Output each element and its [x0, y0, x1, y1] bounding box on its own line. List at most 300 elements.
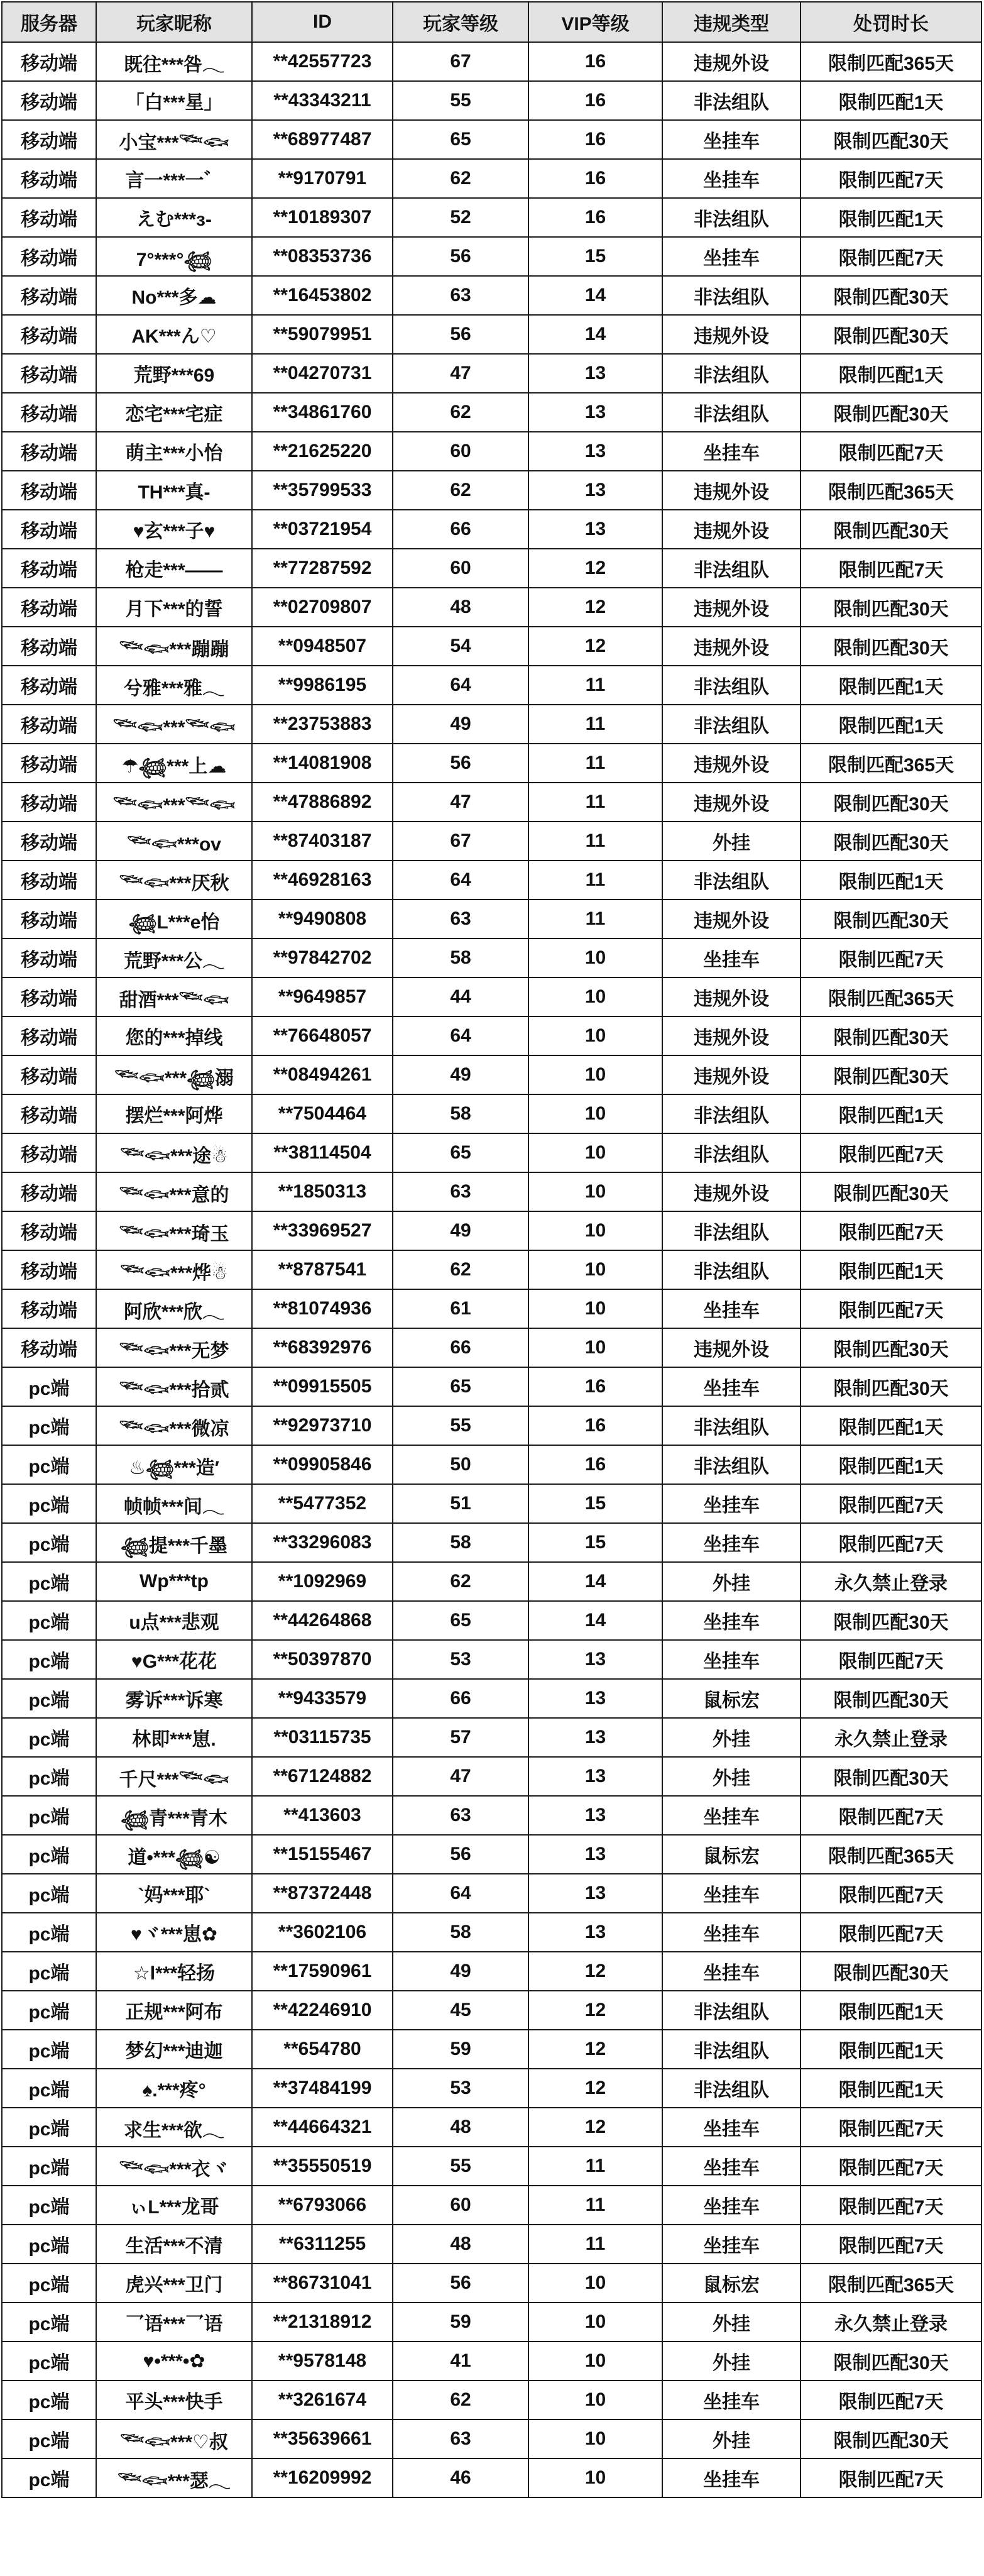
cell-violation-type: 违规外设	[662, 588, 801, 627]
table-row	[2, 2069, 981, 2108]
cell-penalty-duration: 永久禁止登录	[801, 1562, 981, 1601]
table-row	[2, 1250, 981, 1289]
cell-server: 移动端	[2, 1016, 96, 1055]
cell-id: **10189307	[252, 198, 393, 237]
cell-server: 移动端	[2, 237, 96, 276]
cell-penalty-duration: 限制匹配30天	[801, 510, 981, 549]
table-row	[2, 471, 981, 510]
table-row	[2, 1835, 981, 1874]
cell-server: 移动端	[2, 588, 96, 627]
cell-nickname: 雾诉***诉寒	[96, 1679, 252, 1718]
cell-violation-type: 违规外设	[662, 744, 801, 783]
cell-server: 移动端	[2, 1328, 96, 1367]
cell-server: pc端	[2, 1835, 96, 1874]
header-row	[2, 2, 981, 42]
table-row	[2, 354, 981, 393]
table-row	[2, 1601, 981, 1640]
cell-server: pc端	[2, 1874, 96, 1913]
cell-vip-level: 15	[528, 237, 662, 276]
cell-player-level: 63	[393, 900, 528, 938]
cell-server: pc端	[2, 1406, 96, 1445]
cell-id: **44664321	[252, 2108, 393, 2147]
cell-nickname: 𓆝𓆟***𓆝𓆟	[96, 705, 252, 744]
cell-vip-level: 13	[528, 1718, 662, 1757]
cell-server: pc端	[2, 2264, 96, 2303]
cell-server: 移动端	[2, 744, 96, 783]
cell-player-level: 62	[393, 393, 528, 432]
table-row	[2, 588, 981, 627]
cell-violation-type: 非法组队	[662, 2030, 801, 2069]
cell-player-level: 65	[393, 1601, 528, 1640]
cell-id: **21625220	[252, 432, 393, 471]
cell-server: pc端	[2, 2342, 96, 2381]
cell-vip-level: 15	[528, 1523, 662, 1562]
table-body	[2, 42, 981, 2497]
cell-penalty-duration: 限制匹配7天	[801, 159, 981, 198]
cell-vip-level: 11	[528, 2225, 662, 2264]
cell-penalty-duration: 限制匹配30天	[801, 900, 981, 938]
cell-server: pc端	[2, 2303, 96, 2342]
cell-id: **50397870	[252, 1640, 393, 1679]
cell-player-level: 54	[393, 627, 528, 666]
cell-violation-type: 坐挂车	[662, 432, 801, 471]
table-row	[2, 1991, 981, 2030]
cell-penalty-duration: 限制匹配1天	[801, 705, 981, 744]
cell-server: 移动端	[2, 471, 96, 510]
cell-nickname: 𓆝𓆟***途☃	[96, 1133, 252, 1172]
cell-server: 移动端	[2, 315, 96, 354]
cell-server: pc端	[2, 1484, 96, 1523]
cell-id: **3602106	[252, 1913, 393, 1952]
table-row	[2, 2030, 981, 2069]
cell-player-level: 64	[393, 1016, 528, 1055]
cell-id: **413603	[252, 1796, 393, 1835]
cell-penalty-duration: 限制匹配1天	[801, 1406, 981, 1445]
cell-violation-type: 非法组队	[662, 1133, 801, 1172]
cell-vip-level: 15	[528, 1484, 662, 1523]
cell-vip-level: 10	[528, 2264, 662, 2303]
cell-player-level: 58	[393, 1523, 528, 1562]
cell-penalty-duration: 限制匹配1天	[801, 861, 981, 900]
cell-penalty-duration: 限制匹配30天	[801, 1367, 981, 1406]
header-nickname: 玩家昵称	[96, 2, 252, 42]
cell-vip-level: 10	[528, 1133, 662, 1172]
cell-violation-type: 非法组队	[662, 1250, 801, 1289]
table-row	[2, 705, 981, 744]
header-id: ID	[252, 2, 393, 42]
cell-vip-level: 11	[528, 744, 662, 783]
table-row	[2, 276, 981, 315]
cell-penalty-duration: 限制匹配7天	[801, 938, 981, 977]
cell-id: **34861760	[252, 393, 393, 432]
cell-player-level: 65	[393, 120, 528, 159]
cell-vip-level: 13	[528, 393, 662, 432]
table-row	[2, 977, 981, 1016]
cell-violation-type: 外挂	[662, 2303, 801, 2342]
cell-player-level: 49	[393, 1055, 528, 1094]
cell-nickname: 𓆝𓆟***意的	[96, 1172, 252, 1211]
cell-server: 移动端	[2, 1055, 96, 1094]
cell-vip-level: 16	[528, 1367, 662, 1406]
header-player-level: 玩家等级	[393, 2, 528, 42]
cell-server: 移动端	[2, 977, 96, 1016]
cell-id: **87372448	[252, 1874, 393, 1913]
cell-player-level: 63	[393, 2419, 528, 2458]
cell-vip-level: 13	[528, 471, 662, 510]
cell-id: **44264868	[252, 1601, 393, 1640]
cell-nickname: 摆烂***阿烨	[96, 1094, 252, 1133]
cell-vip-level: 10	[528, 2419, 662, 2458]
cell-violation-type: 坐挂车	[662, 1367, 801, 1406]
cell-violation-type: 外挂	[662, 1718, 801, 1757]
cell-id: **15155467	[252, 1835, 393, 1874]
cell-violation-type: 非法组队	[662, 666, 801, 705]
cell-server: 移动端	[2, 1094, 96, 1133]
cell-violation-type: 非法组队	[662, 393, 801, 432]
header-penalty-duration: 处罚时长	[801, 2, 981, 42]
cell-violation-type: 坐挂车	[662, 1484, 801, 1523]
cell-vip-level: 16	[528, 120, 662, 159]
cell-server: pc端	[2, 2458, 96, 2497]
cell-player-level: 62	[393, 2381, 528, 2419]
cell-nickname: 𓆝𓆟***微凉	[96, 1406, 252, 1445]
cell-penalty-duration: 限制匹配7天	[801, 1913, 981, 1952]
cell-vip-level: 12	[528, 549, 662, 588]
cell-nickname: 既往***咎𓂃	[96, 42, 252, 81]
table-row	[2, 822, 981, 861]
cell-penalty-duration: 限制匹配30天	[801, 315, 981, 354]
cell-vip-level: 14	[528, 276, 662, 315]
cell-penalty-duration: 限制匹配7天	[801, 549, 981, 588]
table-row	[2, 1328, 981, 1367]
cell-nickname: 枪走***——	[96, 549, 252, 588]
cell-id: **21318912	[252, 2303, 393, 2342]
cell-penalty-duration: 限制匹配30天	[801, 1055, 981, 1094]
cell-id: **03721954	[252, 510, 393, 549]
cell-nickname: 平头***快手	[96, 2381, 252, 2419]
cell-server: 移动端	[2, 120, 96, 159]
cell-player-level: 48	[393, 2108, 528, 2147]
cell-nickname: 「白***星」	[96, 81, 252, 120]
cell-id: **08494261	[252, 1055, 393, 1094]
cell-server: 移动端	[2, 1133, 96, 1172]
cell-vip-level: 11	[528, 2186, 662, 2225]
cell-nickname: 萌主***小怡	[96, 432, 252, 471]
table-row	[2, 2303, 981, 2342]
cell-player-level: 51	[393, 1484, 528, 1523]
cell-nickname: 𓆉青***青木	[96, 1796, 252, 1835]
cell-player-level: 62	[393, 1250, 528, 1289]
cell-penalty-duration: 限制匹配1天	[801, 1991, 981, 2030]
cell-vip-level: 10	[528, 2458, 662, 2497]
cell-vip-level: 13	[528, 1874, 662, 1913]
cell-violation-type: 非法组队	[662, 354, 801, 393]
cell-nickname: 帧帧***间𓂃	[96, 1484, 252, 1523]
cell-player-level: 56	[393, 315, 528, 354]
cell-violation-type: 外挂	[662, 1757, 801, 1796]
cell-violation-type: 坐挂车	[662, 2186, 801, 2225]
cell-nickname: 7°***°𓆉	[96, 237, 252, 276]
cell-violation-type: 外挂	[662, 2419, 801, 2458]
table-row	[2, 900, 981, 938]
cell-penalty-duration: 限制匹配30天	[801, 1172, 981, 1211]
cell-nickname: 求生***欲𓂃	[96, 2108, 252, 2147]
cell-player-level: 49	[393, 1952, 528, 1991]
cell-vip-level: 10	[528, 1094, 662, 1133]
cell-vip-level: 11	[528, 666, 662, 705]
cell-nickname: Wp***tp	[96, 1562, 252, 1601]
cell-nickname: 正规***阿布	[96, 1991, 252, 2030]
cell-nickname: ☆l***轻扬	[96, 1952, 252, 1991]
cell-player-level: 41	[393, 2342, 528, 2381]
cell-violation-type: 非法组队	[662, 705, 801, 744]
cell-penalty-duration: 限制匹配1天	[801, 1094, 981, 1133]
cell-player-level: 55	[393, 81, 528, 120]
cell-nickname: 千尺***𓆝𓆟	[96, 1757, 252, 1796]
table-row	[2, 237, 981, 276]
cell-server: 移动端	[2, 354, 96, 393]
cell-violation-type: 坐挂车	[662, 1796, 801, 1835]
cell-id: **35799533	[252, 471, 393, 510]
cell-id: **1850313	[252, 1172, 393, 1211]
cell-id: **46928163	[252, 861, 393, 900]
cell-nickname: 您的***掉线	[96, 1016, 252, 1055]
cell-server: pc端	[2, 2147, 96, 2186]
cell-player-level: 64	[393, 861, 528, 900]
cell-vip-level: 16	[528, 81, 662, 120]
cell-violation-type: 违规外设	[662, 627, 801, 666]
cell-penalty-duration: 永久禁止登录	[801, 1718, 981, 1757]
cell-penalty-duration: 限制匹配365天	[801, 2264, 981, 2303]
cell-nickname: TH***真-	[96, 471, 252, 510]
cell-id: **9649857	[252, 977, 393, 1016]
cell-player-level: 58	[393, 1094, 528, 1133]
cell-player-level: 53	[393, 1640, 528, 1679]
cell-violation-type: 鼠标宏	[662, 1835, 801, 1874]
cell-id: **87403187	[252, 822, 393, 861]
cell-player-level: 63	[393, 276, 528, 315]
cell-violation-type: 外挂	[662, 2342, 801, 2381]
table-row	[2, 1757, 981, 1796]
cell-penalty-duration: 限制匹配30天	[801, 276, 981, 315]
table-row	[2, 2381, 981, 2419]
cell-vip-level: 10	[528, 977, 662, 1016]
cell-player-level: 57	[393, 1718, 528, 1757]
cell-id: **92973710	[252, 1406, 393, 1445]
cell-vip-level: 13	[528, 1757, 662, 1796]
cell-id: **0948507	[252, 627, 393, 666]
cell-server: 移动端	[2, 1289, 96, 1328]
cell-vip-level: 13	[528, 510, 662, 549]
cell-nickname: 𓆝𓆟***𓆉溺	[96, 1055, 252, 1094]
cell-nickname: 𓆝𓆟***衣ヾ	[96, 2147, 252, 2186]
cell-server: 移动端	[2, 822, 96, 861]
cell-penalty-duration: 限制匹配1天	[801, 666, 981, 705]
cell-vip-level: 11	[528, 900, 662, 938]
cell-violation-type: 坐挂车	[662, 159, 801, 198]
cell-nickname: ♥玄***子♥	[96, 510, 252, 549]
cell-nickname: No***多☁	[96, 276, 252, 315]
cell-violation-type: 非法组队	[662, 2069, 801, 2108]
cell-penalty-duration: 限制匹配365天	[801, 42, 981, 81]
cell-penalty-duration: 限制匹配1天	[801, 2030, 981, 2069]
cell-player-level: 60	[393, 432, 528, 471]
cell-server: pc端	[2, 2419, 96, 2458]
cell-id: **23753883	[252, 705, 393, 744]
cell-server: pc端	[2, 2030, 96, 2069]
cell-player-level: 65	[393, 1133, 528, 1172]
cell-nickname: 𓆝𓆟***烨☃	[96, 1250, 252, 1289]
cell-id: **16209992	[252, 2458, 393, 2497]
cell-violation-type: 违规外设	[662, 783, 801, 822]
cell-vip-level: 13	[528, 1835, 662, 1874]
cell-penalty-duration: 限制匹配7天	[801, 1640, 981, 1679]
cell-penalty-duration: 限制匹配7天	[801, 2186, 981, 2225]
cell-violation-type: 非法组队	[662, 861, 801, 900]
cell-vip-level: 12	[528, 588, 662, 627]
cell-violation-type: 违规外设	[662, 471, 801, 510]
cell-nickname: 荒野***69	[96, 354, 252, 393]
cell-player-level: 66	[393, 510, 528, 549]
cell-vip-level: 10	[528, 1211, 662, 1250]
cell-violation-type: 坐挂车	[662, 120, 801, 159]
cell-violation-type: 违规外设	[662, 315, 801, 354]
table-row	[2, 2147, 981, 2186]
cell-id: **1092969	[252, 1562, 393, 1601]
table-row	[2, 1055, 981, 1094]
cell-id: **9986195	[252, 666, 393, 705]
penalty-table	[1, 1, 982, 2498]
cell-player-level: 48	[393, 588, 528, 627]
cell-nickname: ぃL***龙哥	[96, 2186, 252, 2225]
cell-server: 移动端	[2, 1172, 96, 1211]
cell-violation-type: 坐挂车	[662, 1952, 801, 1991]
cell-violation-type: 坐挂车	[662, 1913, 801, 1952]
cell-server: pc端	[2, 2225, 96, 2264]
cell-player-level: 52	[393, 198, 528, 237]
cell-id: **14081908	[252, 744, 393, 783]
table-row	[2, 1679, 981, 1718]
cell-nickname: 𓆝𓆟***ov	[96, 822, 252, 861]
cell-vip-level: 12	[528, 1952, 662, 1991]
cell-server: pc端	[2, 1679, 96, 1718]
table-row	[2, 1289, 981, 1328]
table-row	[2, 1133, 981, 1172]
cell-violation-type: 违规外设	[662, 42, 801, 81]
cell-vip-level: 13	[528, 354, 662, 393]
cell-id: **8787541	[252, 1250, 393, 1289]
cell-violation-type: 坐挂车	[662, 1874, 801, 1913]
cell-server: 移动端	[2, 627, 96, 666]
cell-nickname: 阿欣***欣𓂃	[96, 1289, 252, 1328]
cell-server: 移动端	[2, 1250, 96, 1289]
cell-server: pc端	[2, 1991, 96, 2030]
cell-penalty-duration: 限制匹配7天	[801, 1289, 981, 1328]
cell-server: pc端	[2, 1523, 96, 1562]
cell-penalty-duration: 限制匹配30天	[801, 120, 981, 159]
cell-id: **6311255	[252, 2225, 393, 2264]
penalty-sheet	[1, 1, 982, 2498]
cell-player-level: 44	[393, 977, 528, 1016]
cell-violation-type: 非法组队	[662, 1991, 801, 2030]
cell-penalty-duration: 限制匹配30天	[801, 1952, 981, 1991]
cell-id: **68977487	[252, 120, 393, 159]
cell-penalty-duration: 限制匹配7天	[801, 2458, 981, 2497]
cell-nickname: 恋宅***宅症	[96, 393, 252, 432]
cell-vip-level: 11	[528, 822, 662, 861]
cell-penalty-duration: 限制匹配1天	[801, 81, 981, 120]
cell-server: 移动端	[2, 861, 96, 900]
cell-id: **04270731	[252, 354, 393, 393]
cell-violation-type: 非法组队	[662, 198, 801, 237]
cell-penalty-duration: 限制匹配7天	[801, 2225, 981, 2264]
cell-vip-level: 12	[528, 2108, 662, 2147]
table-row	[2, 42, 981, 81]
cell-violation-type: 坐挂车	[662, 1523, 801, 1562]
table-row	[2, 315, 981, 354]
table-header	[2, 2, 981, 42]
cell-nickname: ☂𓆉***上☁	[96, 744, 252, 783]
cell-violation-type: 违规外设	[662, 1055, 801, 1094]
cell-player-level: 67	[393, 822, 528, 861]
cell-penalty-duration: 永久禁止登录	[801, 2303, 981, 2342]
cell-penalty-duration: 限制匹配7天	[801, 1523, 981, 1562]
cell-nickname: 虎兴***卫门	[96, 2264, 252, 2303]
cell-nickname: えむ***з-	[96, 198, 252, 237]
cell-violation-type: 非法组队	[662, 81, 801, 120]
cell-nickname: 𓆝𓆟***蹦蹦	[96, 627, 252, 666]
table-row	[2, 744, 981, 783]
cell-player-level: 47	[393, 354, 528, 393]
cell-server: 移动端	[2, 783, 96, 822]
cell-penalty-duration: 限制匹配30天	[801, 1328, 981, 1367]
cell-nickname: 生活***不清	[96, 2225, 252, 2264]
cell-server: pc端	[2, 1952, 96, 1991]
cell-vip-level: 10	[528, 1016, 662, 1055]
cell-vip-level: 10	[528, 938, 662, 977]
cell-player-level: 62	[393, 159, 528, 198]
cell-nickname: 言一***一゛	[96, 159, 252, 198]
cell-player-level: 59	[393, 2303, 528, 2342]
cell-nickname: u点***悲观	[96, 1601, 252, 1640]
cell-violation-type: 坐挂车	[662, 938, 801, 977]
cell-server: pc端	[2, 1718, 96, 1757]
cell-penalty-duration: 限制匹配30天	[801, 2419, 981, 2458]
cell-player-level: 47	[393, 1757, 528, 1796]
cell-penalty-duration: 限制匹配30天	[801, 1757, 981, 1796]
cell-id: **33296083	[252, 1523, 393, 1562]
cell-player-level: 58	[393, 938, 528, 977]
cell-id: **09905846	[252, 1445, 393, 1484]
cell-violation-type: 违规外设	[662, 977, 801, 1016]
cell-vip-level: 10	[528, 2381, 662, 2419]
cell-nickname: AK***ん♡	[96, 315, 252, 354]
cell-player-level: 63	[393, 1172, 528, 1211]
table-row	[2, 81, 981, 120]
cell-penalty-duration: 限制匹配30天	[801, 1679, 981, 1718]
cell-violation-type: 外挂	[662, 1562, 801, 1601]
cell-player-level: 49	[393, 705, 528, 744]
cell-nickname: 𓆝𓆟***瑟𓂃	[96, 2458, 252, 2497]
cell-penalty-duration: 限制匹配1天	[801, 354, 981, 393]
table-row	[2, 549, 981, 588]
cell-server: 移动端	[2, 393, 96, 432]
table-row	[2, 510, 981, 549]
table-row	[2, 1523, 981, 1562]
cell-id: **47886892	[252, 783, 393, 822]
cell-violation-type: 违规外设	[662, 510, 801, 549]
cell-server: pc端	[2, 1562, 96, 1601]
